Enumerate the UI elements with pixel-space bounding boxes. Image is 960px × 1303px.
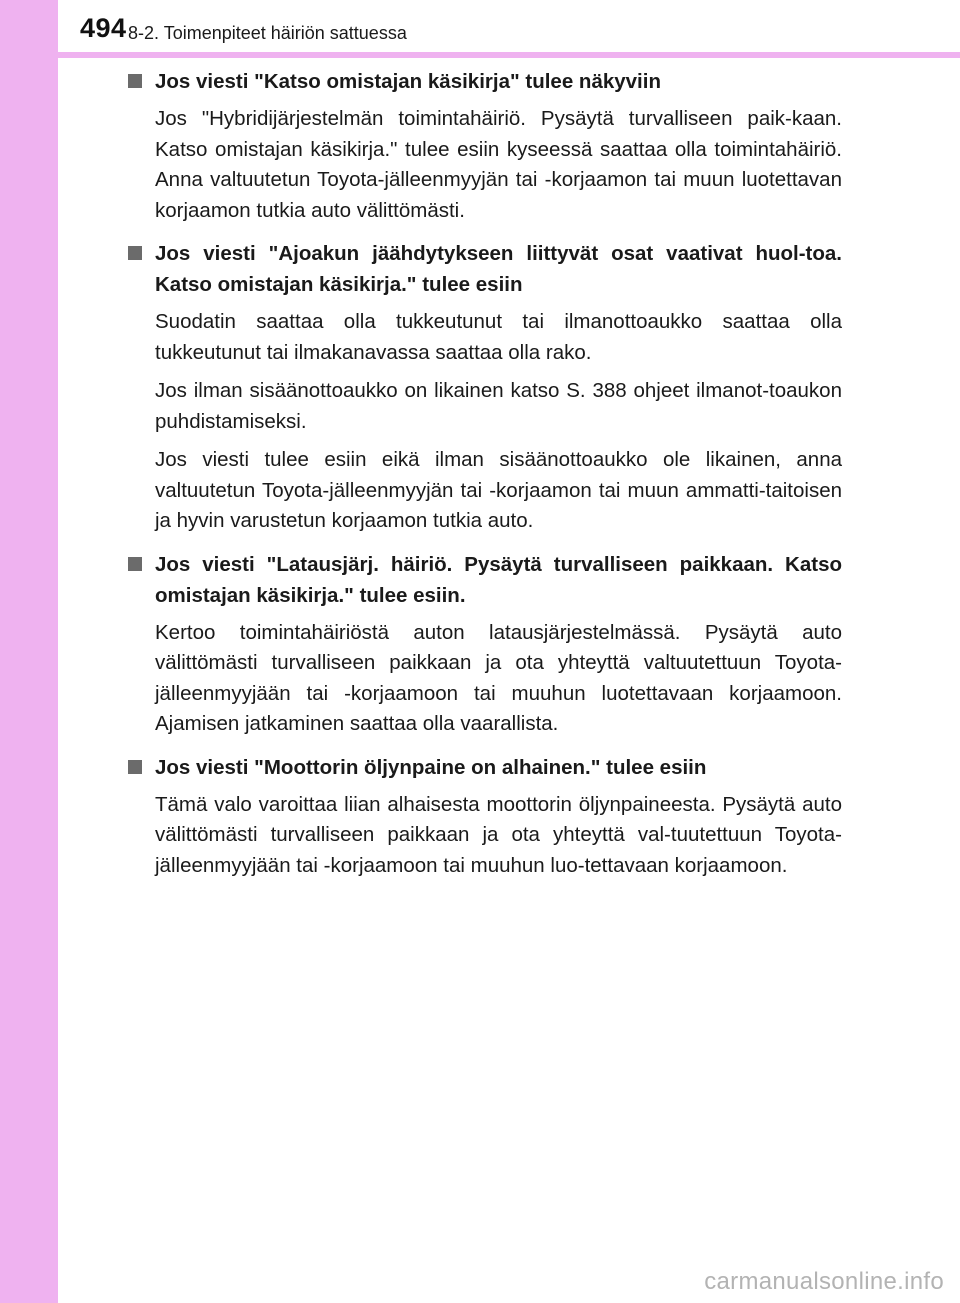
section-heading-text: Jos viesti "Ajoakun jäähdytykseen liittyvät osat vaativat huol-toa. Katso omistajan käsikirja." tulee esiin	[155, 242, 842, 296]
paragraph: Suodatin saattaa olla tukkeutunut tai ilmanottoaukko saattaa olla tukkeutunut tai ilmakanavassa saattaa olla rako.	[155, 310, 842, 364]
paragraph: Jos viesti tulee esiin eikä ilman sisäänottoaukko ole likainen, anna valtuutetun Toyota-jälleenmyyjän tai -korjaamon tai muun ammatti-taitoisen ja hyvin varustetun korjaamon tutkia auto.	[155, 448, 842, 532]
section-warning-owners-manual	[128, 66, 842, 226]
square-bullet-icon	[128, 74, 142, 88]
paragraph: Jos ilman sisäänottoaukko on likainen katso S. 388 ohjeet ilmanot-toaukon puhdistamiseksi.	[155, 379, 842, 433]
paragraph: Kertoo toimintahäiriöstä auton latausjärjestelmässä. Pysäytä auto välittömästi turvalliseen paikkaan ja ota yhteyttä valtuutettuun Toyota-jälleenmyyjään tai -korjaamoon tai muuhun luotettavaan korjaamoon. Ajamisen jatkaminen saattaa olla vaarallista.	[155, 620, 842, 735]
section-heading	[128, 238, 842, 300]
section-heading-text: Jos viesti "Moottorin öljynpaine on alhainen." tulee esiin	[155, 755, 707, 779]
section-heading	[128, 752, 842, 783]
watermark: carmanualsonline.info	[704, 1268, 944, 1295]
section-heading	[128, 66, 842, 97]
paragraph: Jos "Hybridijärjestelmän toimintahäiriö. Pysäytä turvalliseen paik-kaan. Katso omistajan käsikirja." tulee esiin kyseessä saattaa olla toimintahäiriö. Anna valtuutetun Toyota-jälleenmyyjän tai -korjaamon tai muun luotettavan korjaamon tutkia auto välittömästi.	[155, 107, 842, 222]
header-band	[58, 52, 960, 58]
content	[128, 66, 842, 893]
square-bullet-icon	[128, 557, 142, 571]
section-warning-charging-system	[128, 549, 842, 740]
section-warning-oil-pressure	[128, 752, 842, 882]
paragraph: Tämä valo varoittaa liian alhaisesta moottorin öljynpaineesta. Pysäytä auto välittömästi turvalliseen paikkaan ja ota yhteyttä val-tuutettuun Toyota-jälleenmyyjään tai -korjaamoon tai muuhun luo-tettavaan korjaamoon.	[155, 792, 842, 877]
section-heading-text: Jos viesti "Latausjärj. häiriö. Pysäytä turvalliseen paikkaan. Katso omistajan käsikirja." tulee esiin.	[155, 552, 842, 607]
section-heading	[128, 549, 842, 611]
section-heading-text: Jos viesti "Katso omistajan käsikirja" tulee näkyviin	[155, 70, 661, 93]
page-number: 494	[80, 13, 127, 43]
section-title: 8-2. Toimenpiteet häiriön sattuessa	[128, 23, 407, 43]
square-bullet-icon	[128, 246, 142, 260]
page-edge-tab	[0, 0, 58, 1303]
section-warning-cooling-parts	[128, 238, 842, 537]
square-bullet-icon	[128, 760, 142, 774]
